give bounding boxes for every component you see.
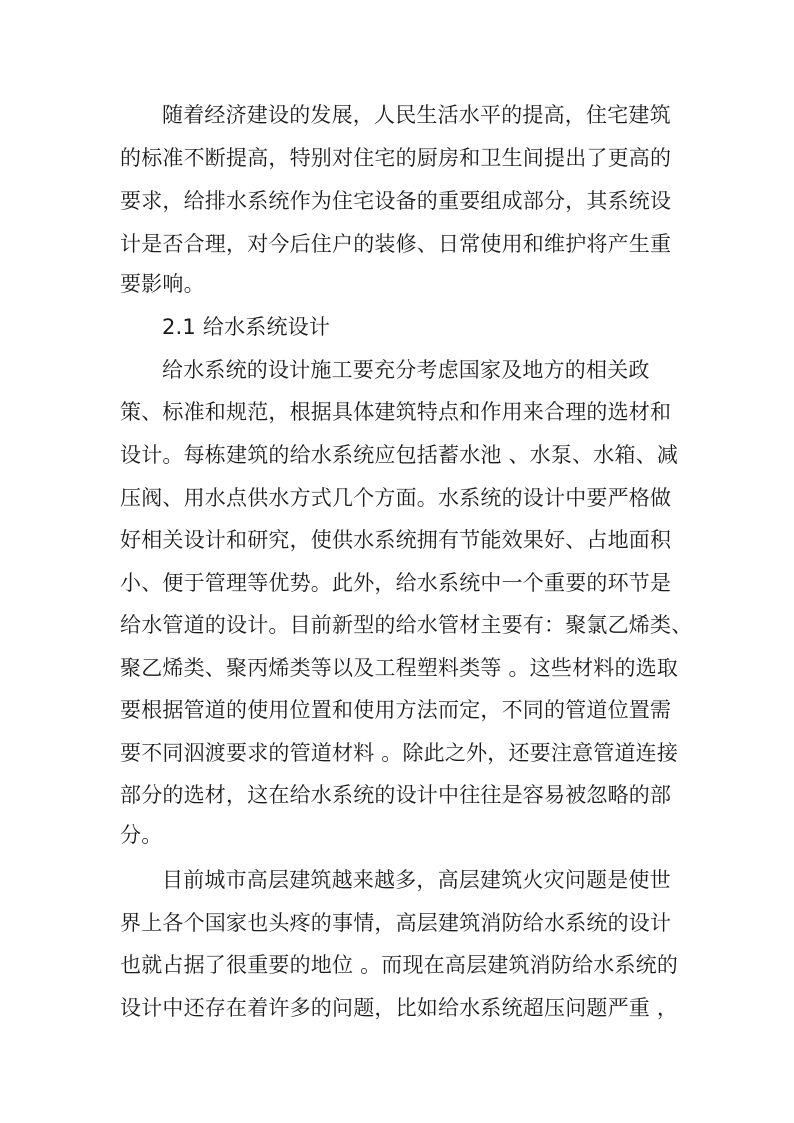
paragraph-1-line-3: 要求，给排水系统作为住宅设备的重要组成部分，其系统设 <box>120 189 672 213</box>
paragraph-2-line-10: 要不同泅渡要求的管道材料 。除此之外，还要注意管道连接 <box>120 741 679 765</box>
paragraph-2-line-7: 给水管道的设计。目前新型的给水管材主要有：聚氯乙烯类、 <box>120 613 693 637</box>
paragraph-1-line-2: 的标准不断提高，特别对住宅的厨房和卫生间提出了更高的 <box>120 146 672 170</box>
paragraph-2-line-4: 压阀、用水点供水方式几个方面。水系统的设计中要严格做 <box>120 486 672 510</box>
paragraph-2-line-9: 要根据管道的使用位置和使用方法而定，不同的管道位置需 <box>120 698 672 722</box>
paragraph-3-line-1: 目前城市高层建筑越来越多，高层建筑火灾问题是使世 <box>162 868 671 892</box>
paragraph-3-line-4: 设计中还存在着许多的问题，比如给水系统超压问题严重 ， <box>120 996 679 1020</box>
paragraph-1-line-1: 随着经济建设的发展，人民生活水平的提高，住宅建筑 <box>162 103 671 127</box>
paragraph-3-line-2: 界上各个国家也头疼的事情，高层建筑消防给水系统的设计 <box>120 911 672 935</box>
paragraph-2-line-5: 好相关设计和研究，使供水系统拥有节能效果好、占地面积 <box>120 528 672 552</box>
paragraph-1-line-5: 要影响。 <box>120 272 205 296</box>
paragraph-3-line-3: 也就占据了很重要的地位 。而现在高层建筑消防给水系统的 <box>120 953 679 977</box>
paragraph-2-line-3: 设计。每栋建筑的给水系统应包括蓄水池 、水泵、水箱、减 <box>120 443 679 467</box>
paragraph-2-line-6: 小、便于管理等优势。此外，给水系统中一个重要的环节是 <box>120 571 672 595</box>
paragraph-2-line-12: 分。 <box>120 823 163 847</box>
paragraph-1-line-4: 计是否合理，对今后住户的装修、日常使用和维护将产生重 <box>120 232 672 256</box>
paragraph-2-line-1: 给水系统的设计施工要充分考虑国家及地方的相关政 <box>162 358 650 382</box>
paragraph-2-line-8: 聚乙烯类、聚丙烯类等以及工程塑料类等 。这些材料的选取 <box>120 656 679 680</box>
paragraph-2-line-2: 策、标准和规范，根据具体建筑特点和作用来合理的选材和 <box>120 400 672 424</box>
paragraph-2-line-11: 部分的选材，这在给水系统的设计中往往是容易被忽略的部 <box>120 783 672 807</box>
section-heading: 2.1 给水系统设计 <box>162 315 331 339</box>
